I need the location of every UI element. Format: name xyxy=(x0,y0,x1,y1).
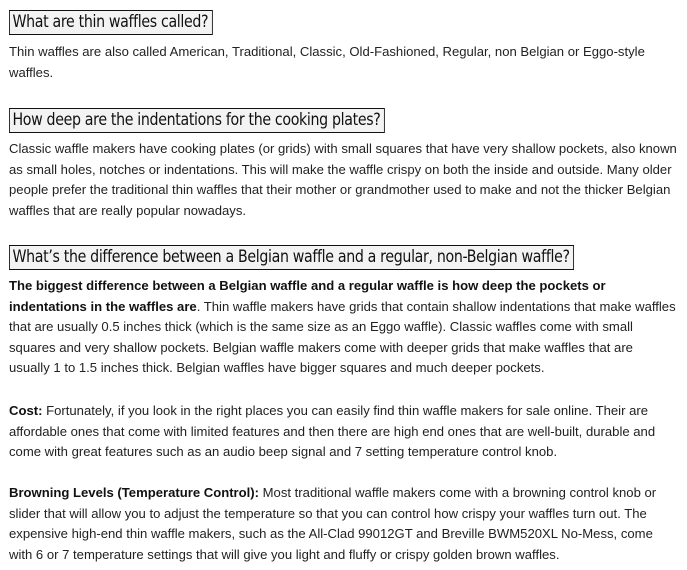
heading-thin-waffles-names: What are thin waffles called? xyxy=(9,10,213,35)
browning-label: Browning Levels (Temperature Control): xyxy=(9,485,260,500)
paragraph-thin-waffles-names: Thin waffles are also called American, Traditional, Classic, Old-Fashioned, Regular, non Belgian or Eggo-style waffles. xyxy=(9,44,645,80)
section3-body-wrap xyxy=(9,276,677,379)
heading-indentation-depth: How deep are the indentations for the cooking plates? xyxy=(9,108,385,133)
cost-wrap xyxy=(9,401,677,463)
paragraph-indentation-depth: Classic waffle makers have cooking plates (or grids) with small squares that have very shallow pockets, also known as small holes, notches or indentations. This will make the waffle crispy on both the inside and outside. Many older people prefer the traditional thin waffles that their mother or grandmother used to make and not the thicker Belgian waffles that are really popular nowadays. xyxy=(9,141,677,218)
paragraph-belgian-difference-text: . Thin waffle makers have grids that contain shallow indentations that make waffles that are usually 0.5 inches thick (which is the same size as an Eggo waffle). Classic waffles come with small squares and very shallow pockets. Belgian waffle makers come with deeper grids that make waffles that are usually 1 to 1.5 inches thick. Belgian waffles have bigger squares and much deeper pockets. xyxy=(9,298,676,376)
section-thin-waffles-names xyxy=(9,10,246,35)
paragraph-cost xyxy=(9,401,677,463)
heading-belgian-difference: What’s the difference between a Belgian waffle and a regular, non-Belgian waffle? xyxy=(9,245,574,270)
section-belgian-difference xyxy=(9,245,666,270)
browning-wrap xyxy=(9,483,677,565)
cost-label: Cost: xyxy=(9,403,43,418)
paragraph-belgian-difference xyxy=(9,276,677,379)
section2-body-wrap xyxy=(9,139,677,221)
section1-body-wrap xyxy=(9,42,677,83)
paragraph-browning-levels xyxy=(9,483,677,565)
cost-text: Fortunately, if you look in the right places you can easily find thin waffle makers for sale online. Their are affordable ones that come with limited features and then there are high end ones that are well-built, durable and come with great features such as an audio beep signal and 7 setting temperature control knob. xyxy=(9,403,656,460)
browning-text: Most traditional waffle makers come with a browning control knob or slider that will allow you to adjust the temperature so that you can control how crispy your waffles turn out. The expensive high-end thin waffle makers, such as the All-Clad 99012GT and Breville BWM520XL No-Mess, come with 6 or 7 temperature settings that will give you light and fluffy or crispy golden brown waffles. xyxy=(9,485,657,562)
section-indentation-depth xyxy=(9,108,446,133)
bold-key-difference: The biggest difference between a Belgian waffle and a regular waffle is how deep the pockets or indentations in the waffles are xyxy=(9,278,606,314)
